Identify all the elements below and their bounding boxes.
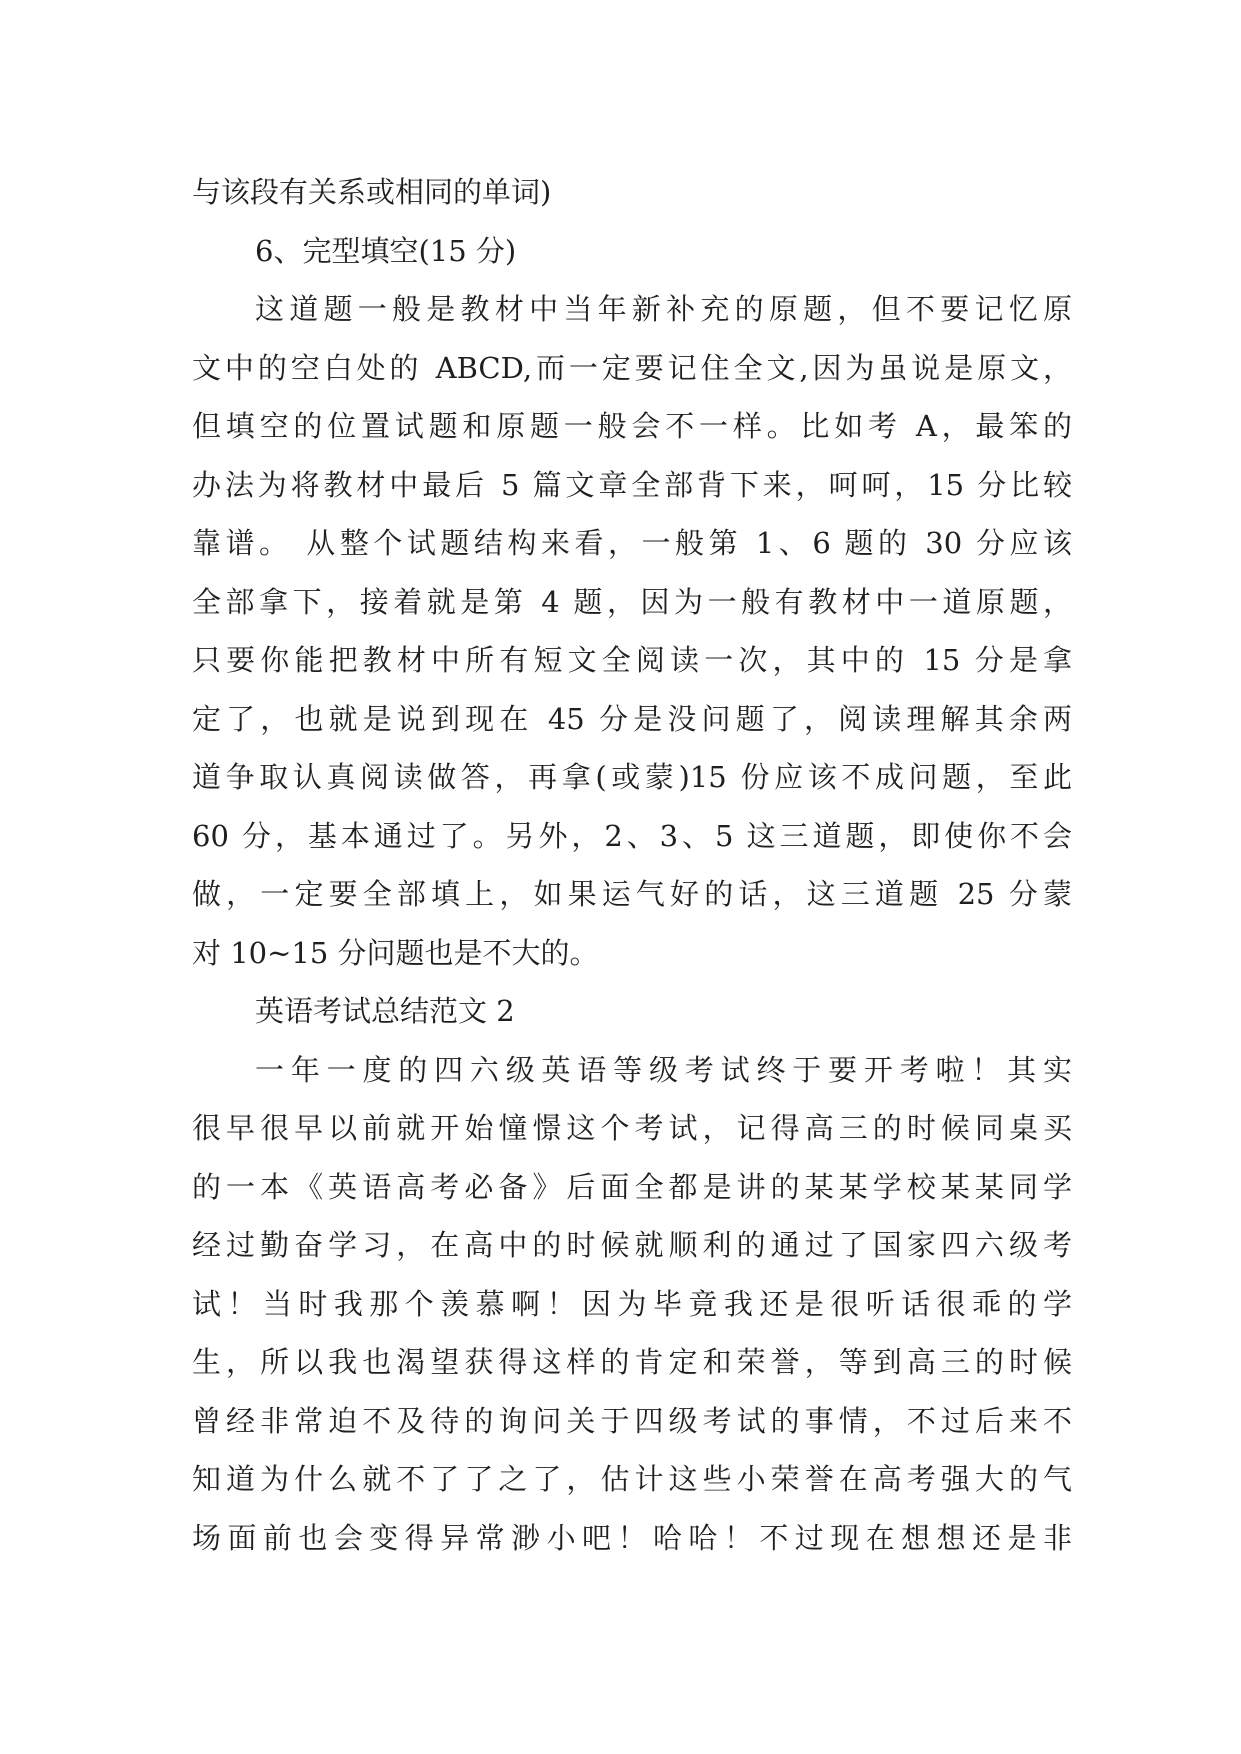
text-line: 靠谱。 从整个试题结构来看，一般第 1、6 题的 30 分应该	[192, 526, 1072, 560]
text-line: 一年一度的四六级英语等级考试终于要开考啦！其实	[255, 1052, 1072, 1087]
text-line: 知道为什么就不了了之了，估计这些小荣誉在高考强大的气	[192, 1462, 1072, 1496]
text-line: 试！当时我那个羡慕啊！因为毕竟我还是很听话很乖的学	[192, 1286, 1072, 1321]
text-line: 只要你能把教材中所有短文全阅读一次，其中的 15 分是拿	[192, 643, 1072, 677]
text-line: 的一本《英语高考必备》后面全都是讲的某某学校某某同学	[192, 1169, 1072, 1204]
text-line: 经过勤奋学习，在高中的时候就顺利的通过了国家四六级考	[192, 1228, 1072, 1262]
section-heading: 英语考试总结范文 2	[255, 994, 515, 1028]
text-line: 但填空的位置试题和原题一般会不一样。比如考 A，最笨的	[192, 409, 1072, 443]
text-line: 定了，也就是说到现在 45 分是没问题了，阅读理解其余两	[192, 701, 1072, 736]
text-line: 办法为将教材中最后 5 篇文章全部背下来，呵呵，15 分比较	[192, 467, 1072, 502]
document-body	[192, 163, 1072, 1567]
text-line: 曾经非常迫不及待的询问关于四级考试的事情，不过后来不	[192, 1403, 1072, 1438]
section-heading: 6、完型填空(15 分)	[255, 233, 517, 268]
text-line: 做，一定要全部填上，如果运气好的话，这三道题 25 分蒙	[192, 877, 1072, 911]
text-line: 60 分，基本通过了。另外，2、3、5 这三道题，即使你不会	[192, 818, 1072, 853]
text-line: 道争取认真阅读做答，再拿(或蒙)15 份应该不成问题，至此	[192, 760, 1072, 794]
text-line: 文中的空白处的 ABCD,而一定要记住全文,因为虽说是原文，	[192, 350, 1072, 385]
text-line: 场面前也会变得异常渺小吧！哈哈！不过现在想想还是非	[192, 1520, 1072, 1555]
text-line: 对 10~15 分问题也是不大的。	[192, 935, 599, 970]
text-line: 这道题一般是教材中当年新补充的原题，但不要记忆原	[255, 292, 1072, 326]
text-line: 全部拿下，接着就是第 4 题，因为一般有教材中一道原题，	[192, 584, 1072, 619]
text-line: 很早很早以前就开始憧憬这个考试，记得高三的时候同桌买	[192, 1111, 1072, 1145]
text-line: 生，所以我也渴望获得这样的肯定和荣誉，等到高三的时候	[192, 1345, 1072, 1379]
text-line: 与该段有关系或相同的单词)	[192, 175, 552, 209]
